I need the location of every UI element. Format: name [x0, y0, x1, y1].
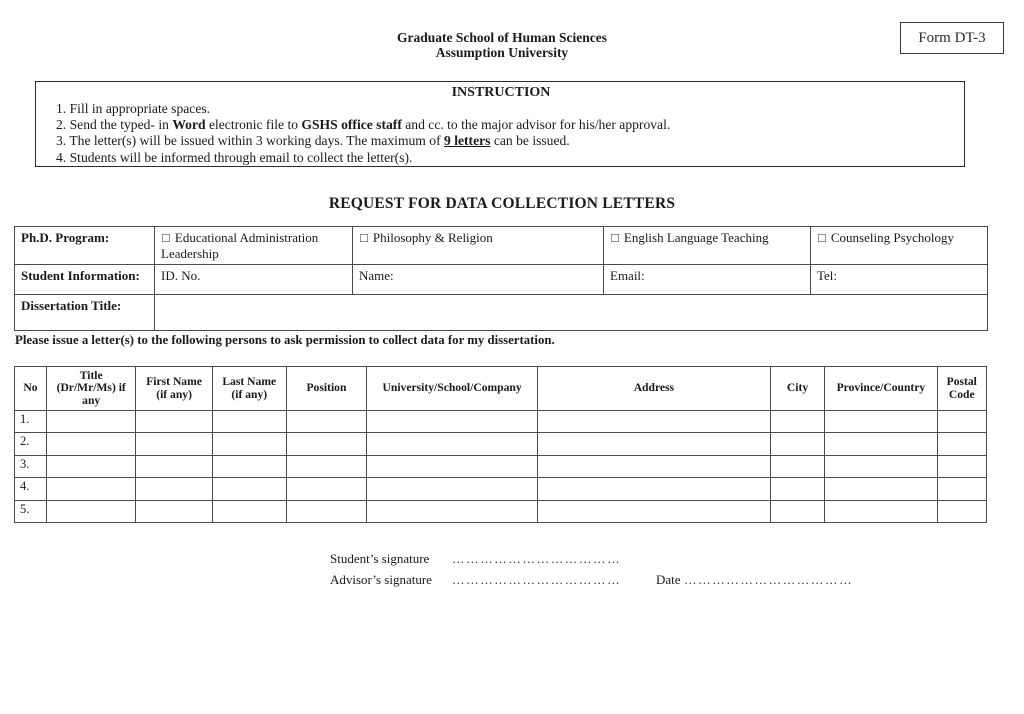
cell-postal-code[interactable]	[937, 455, 986, 477]
cell-postal-code[interactable]	[937, 478, 986, 500]
table-row	[15, 455, 987, 477]
instruction-item-2-pre: Send the typed- in	[69, 117, 173, 133]
dissertation-title-label: Dissertation Title:	[15, 295, 155, 331]
date-line[interactable]: ………………………………	[684, 573, 854, 587]
cell-last-name[interactable]	[212, 433, 286, 455]
column-header-no: No	[15, 367, 47, 411]
instruction-item-2-mid: electronic file to	[205, 117, 302, 133]
column-header-last-name: Last Name (if any)	[212, 367, 286, 411]
instruction-item-4-text: Students will be informed through email to collect the letter(s).	[69, 149, 413, 165]
instruction-item-3-number: 3.	[56, 133, 67, 149]
instruction-item-2-post: and cc. to the major advisor for his/her approval.	[401, 117, 671, 133]
cell-organization[interactable]	[367, 455, 538, 477]
student-name-field[interactable]	[353, 265, 604, 295]
cell-city[interactable]	[770, 411, 825, 433]
student-signature-label: Student’s signature	[330, 551, 430, 566]
column-header-postal-code: Postal Code	[937, 367, 986, 411]
program-row	[15, 227, 988, 265]
row-number: 3.	[15, 455, 47, 477]
cell-first-name[interactable]	[136, 411, 212, 433]
cell-position[interactable]	[286, 455, 366, 477]
cell-province-country[interactable]	[825, 433, 937, 455]
program-option-counseling-psychology[interactable]	[811, 227, 988, 265]
cell-province-country[interactable]	[825, 478, 937, 500]
student-tel-label: Tel:	[817, 268, 838, 283]
student-email-field[interactable]	[604, 265, 811, 295]
program-option-2-label: Philosophy & Religion	[372, 230, 493, 245]
student-information-row	[15, 265, 988, 295]
instruction-item-3-emphasis: 9 letters	[444, 133, 491, 149]
cell-title[interactable]	[46, 478, 136, 500]
cell-last-name[interactable]	[212, 500, 286, 522]
cell-position[interactable]	[286, 411, 366, 433]
student-information-label: Student Information:	[15, 265, 155, 295]
column-header-first-name: First Name (if any)	[136, 367, 212, 411]
date-label: Date	[656, 572, 681, 587]
student-signature-row	[330, 551, 866, 572]
cell-title[interactable]	[46, 500, 136, 522]
recipients-table	[14, 366, 987, 523]
instruction-item-1-text: Fill in appropriate spaces.	[69, 101, 211, 116]
checkbox-icon[interactable]: ☐	[817, 232, 827, 245]
student-id-field[interactable]	[155, 265, 353, 295]
program-label: Ph.D. Program:	[15, 227, 155, 265]
column-header-address: Address	[538, 367, 771, 411]
dissertation-title-field[interactable]	[155, 295, 988, 331]
cell-last-name[interactable]	[212, 455, 286, 477]
cell-address[interactable]	[538, 433, 771, 455]
cell-address[interactable]	[538, 500, 771, 522]
program-option-3-label: English Language Teaching	[623, 230, 769, 245]
column-header-position: Position	[286, 367, 366, 411]
cell-organization[interactable]	[367, 500, 538, 522]
form-code-box	[900, 22, 1004, 54]
page-title: REQUEST FOR DATA COLLECTION LETTERS	[328, 195, 676, 212]
checkbox-icon[interactable]: ☐	[610, 232, 620, 245]
cell-province-country[interactable]	[825, 500, 937, 522]
cell-postal-code[interactable]	[937, 411, 986, 433]
instruction-box	[35, 81, 965, 167]
cell-position[interactable]	[286, 433, 366, 455]
program-option-4-label: Counseling Psychology	[830, 230, 955, 245]
table-row	[15, 433, 987, 455]
student-signature-line[interactable]: ………………………………	[452, 552, 622, 566]
table-row	[15, 500, 987, 522]
advisor-signature-label: Advisor’s signature	[330, 572, 432, 587]
cell-last-name[interactable]	[212, 478, 286, 500]
row-number: 4.	[15, 478, 47, 500]
student-id-label: ID. No.	[161, 268, 201, 283]
cell-postal-code[interactable]	[937, 433, 986, 455]
student-info-table	[14, 226, 988, 331]
instruction-item-4-number: 4.	[56, 149, 67, 165]
cell-first-name[interactable]	[136, 433, 212, 455]
form-code-label: Form DT-3	[918, 29, 986, 46]
student-name-label: Name:	[359, 268, 394, 283]
cell-city[interactable]	[770, 455, 825, 477]
instruction-item-1	[46, 101, 956, 117]
cell-city[interactable]	[770, 433, 825, 455]
program-option-educational-administration-leadership[interactable]	[155, 227, 353, 265]
cell-province-country[interactable]	[825, 411, 937, 433]
instruction-item-3-post: can be issued.	[490, 133, 570, 149]
table-row	[15, 411, 987, 433]
cell-position[interactable]	[286, 478, 366, 500]
row-number: 5.	[15, 500, 47, 522]
cell-postal-code[interactable]	[937, 500, 986, 522]
letterhead	[0, 30, 1004, 60]
student-tel-field[interactable]	[811, 265, 988, 295]
cell-first-name[interactable]	[136, 478, 212, 500]
instruction-item-4	[46, 150, 956, 166]
cell-province-country[interactable]	[825, 455, 937, 477]
cell-organization[interactable]	[367, 478, 538, 500]
column-header-title: Title (Dr/Mr/Ms) if any	[46, 367, 136, 411]
cell-organization[interactable]	[367, 433, 538, 455]
cell-organization[interactable]	[367, 411, 538, 433]
column-header-organization: University/School/Company	[367, 367, 538, 411]
organization-line-1: Graduate School of Human Sciences	[396, 30, 607, 45]
row-number: 2.	[15, 433, 47, 455]
program-option-1-label: Educational Administration Leadership	[161, 230, 319, 261]
student-email-label: Email:	[610, 268, 645, 283]
cell-title[interactable]	[46, 411, 136, 433]
cell-last-name[interactable]	[212, 411, 286, 433]
cell-city[interactable]	[770, 478, 825, 500]
cell-address[interactable]	[538, 478, 771, 500]
instruction-item-2-number: 2.	[56, 117, 67, 133]
advisor-signature-row	[330, 572, 866, 593]
recipients-table-header-row	[15, 367, 987, 411]
program-option-english-language-teaching[interactable]	[604, 227, 811, 265]
cell-title[interactable]	[46, 433, 136, 455]
instruction-item-2	[46, 117, 956, 133]
program-option-philosophy-religion[interactable]	[353, 227, 604, 265]
cell-position[interactable]	[286, 500, 366, 522]
instruction-item-3-pre: The letter(s) will be issued within 3 working days. The maximum of	[69, 133, 445, 149]
instruction-item-1-number: 1.	[56, 101, 67, 116]
instruction-item-2-bold-word: Word	[172, 117, 206, 133]
checkbox-icon[interactable]: ☐	[161, 232, 171, 245]
cell-address[interactable]	[538, 455, 771, 477]
organization-line-2: Assumption University	[435, 45, 569, 60]
cell-first-name[interactable]	[136, 500, 212, 522]
instruction-item-3	[46, 133, 956, 149]
advisor-signature-line[interactable]: ………………………………	[452, 573, 622, 587]
instruction-title: INSTRUCTION	[451, 85, 551, 100]
cell-address[interactable]	[538, 411, 771, 433]
table-row	[15, 478, 987, 500]
cell-city[interactable]	[770, 500, 825, 522]
cell-first-name[interactable]	[136, 455, 212, 477]
column-header-city: City	[770, 367, 825, 411]
checkbox-icon[interactable]: ☐	[359, 232, 369, 245]
column-header-province-country: Province/Country	[825, 367, 937, 411]
row-number: 1.	[15, 411, 47, 433]
instruction-item-2-bold-office: GSHS office staff	[301, 117, 402, 133]
dissertation-title-row	[15, 295, 988, 331]
signature-block	[330, 551, 866, 593]
issue-request-note: Please issue a letter(s) to the following persons to ask permission to collect data for my dissertation.	[15, 333, 555, 347]
cell-title[interactable]	[46, 455, 136, 477]
